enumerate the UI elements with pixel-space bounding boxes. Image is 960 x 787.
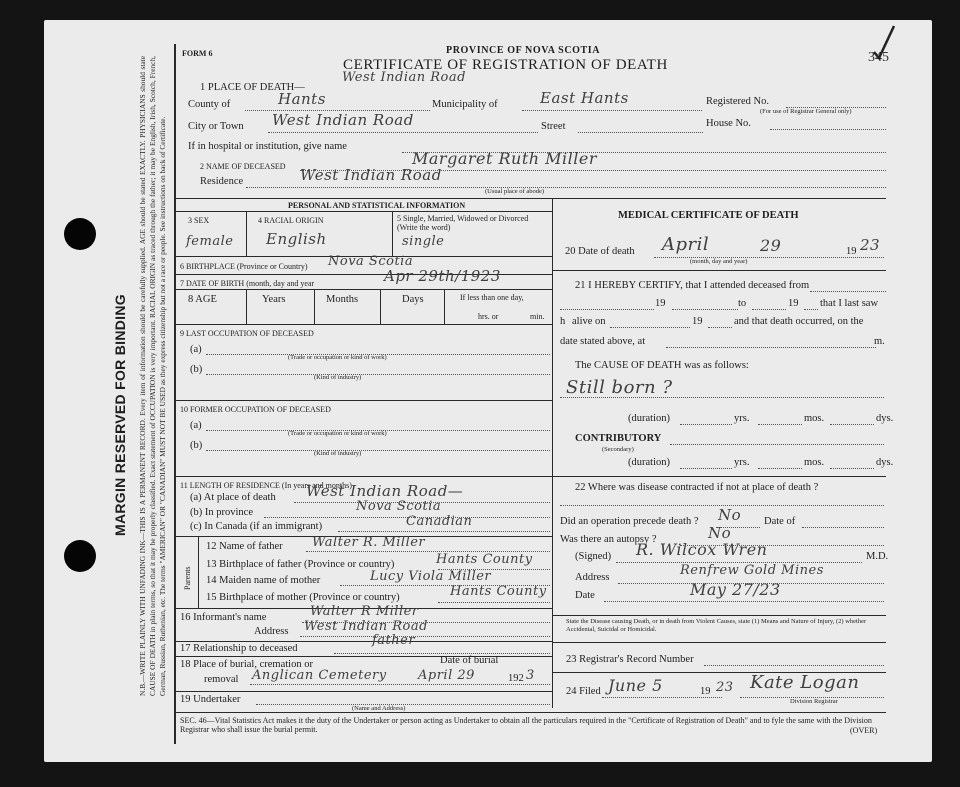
physician-date-line [604, 601, 884, 602]
removal-label: removal [204, 674, 239, 685]
former-industry-note: (Kind of industry) [314, 450, 362, 457]
burial-date-label: Date of burial [440, 655, 499, 666]
mother-name-label: 14 Maiden name of mother [206, 575, 321, 586]
filed-label: 24 Filed [566, 686, 601, 697]
racial-origin-value: English [266, 230, 327, 248]
certify-line-2-dots-b [672, 309, 738, 310]
form-number: FORM 6 [182, 49, 213, 58]
certify-line-2-dots-a [560, 309, 654, 310]
cause-duration-line [680, 424, 732, 425]
grid-column-divider [552, 198, 553, 708]
residence-value: West Indian Road [300, 166, 442, 184]
days-label: Days [402, 294, 424, 305]
residence-c-label: (c) In Canada (if an immigrant) [190, 521, 323, 532]
county-label: County of [188, 99, 231, 110]
medical-heading: MEDICAL CERTIFICATE OF DEATH [618, 210, 799, 221]
registrar-general-note: (For use of Registrar General only) [760, 108, 852, 115]
date-of-death-month: April [662, 234, 710, 255]
signed-label: (Signed) [575, 551, 612, 562]
contrib-duration: (duration) [628, 457, 670, 468]
violent-causes-note: State the Disease causing Death, or in death from Violent Causes, state (1) Means and Nature of Injury, (2) whether Accidental, Suicidal or Homicidal. [566, 618, 867, 633]
certify-line-2-dots-d [804, 309, 818, 310]
residence-b-value: Nova Scotia [356, 499, 442, 514]
cause-mos: mos. [804, 413, 825, 424]
former-occupation-label: 10 FORMER OCCUPATION OF DECEASED [180, 405, 331, 414]
undertaker-label: 19 Undertaker [180, 694, 241, 705]
certify-last-saw: that I last saw [820, 298, 879, 309]
grid-line-former-occ [176, 476, 552, 477]
certify-19c: 19 [692, 316, 703, 327]
burial-year-prefix: 192 [508, 673, 524, 684]
form-left-rule [174, 44, 176, 744]
grid-line-violent [552, 642, 886, 643]
certify-line-1-dots [810, 291, 886, 292]
father-birthplace-label: 13 Birthplace of father (Province or country) [206, 559, 395, 570]
personal-heading: PERSONAL AND STATISTICAL INFORMATION [288, 201, 466, 210]
county-value: Hants [278, 90, 326, 108]
physician-date-value: May 27/23 [690, 580, 781, 599]
page-number: 345 [868, 50, 889, 65]
former-occupation-a: (a) [190, 420, 202, 431]
registrar-record-label: 23 Registrar's Record Number [566, 654, 694, 665]
certify-19a: 19 [655, 298, 666, 309]
contrib-yrs: yrs. [734, 457, 750, 468]
burial-place-value: Anglican Cemetery [252, 668, 387, 683]
filed-year-value: 23 [716, 680, 734, 695]
grid-v-parents [198, 536, 199, 608]
autopsy-label: Was there an autopsy ? [560, 534, 657, 545]
municipality-value: East Hants [540, 89, 629, 107]
street-line [578, 132, 703, 133]
father-name-value: Walter R. Miller [312, 535, 426, 550]
certify-line-2-dots-c [752, 309, 786, 310]
last-occupation-b: (b) [190, 364, 203, 375]
marital-label: 5 Single, Married, Widowed or Divorced (Write the word) [397, 214, 529, 232]
last-occupation-a: (a) [190, 344, 202, 355]
certify-19b: 19 [788, 298, 799, 309]
grid-v-age1 [246, 289, 247, 324]
certify-line-4-dots [666, 347, 876, 348]
certify-line-3-dots-a [610, 327, 690, 328]
less-than-day-label: If less than one day, [460, 293, 524, 302]
margin-instructions: N.B.—WRITE PLAINLY WITH UNFADING INK—THIS IS A PERMANENT RECORD. Every item of information should be carefully supplied. AGE should be stated EXACTLY. PHYSICIANS should state CAUSE OF DEATH in plain terms, so that it may be properly classified. Exact statement of OCCUPATION is very important. RACIAL ORIGIN as traced through the father; it may be English, Irish, Scotch, French, German, Russian, Ruthenian, etc. The terms "AMERICAN" OR "CANADIAN" MUST NOT BE USED as they express citizenship but not a race or people. See instructions on back of Certificate. [138, 56, 168, 696]
father-name-label: 12 Name of father [206, 541, 283, 552]
dob-label: 7 DATE OF BIRTH (month, day and year [180, 279, 315, 288]
place-of-death-value: West Indian Road [342, 70, 466, 85]
place-of-death-label: 1 PLACE OF DEATH— [200, 82, 305, 93]
grid-v-race [392, 211, 393, 256]
deceased-name-value: Margaret Ruth Miller [412, 149, 598, 168]
contrib-dys: dys. [876, 457, 894, 468]
contrib-mos-line [830, 468, 874, 469]
province-title: PROVINCE OF NOVA SCOTIA [446, 45, 601, 56]
years-label: Years [262, 294, 286, 305]
date-of-death-label: 20 Date of death [565, 246, 635, 257]
last-trade-note: (Trade or occupation or kind of work) [288, 354, 387, 361]
dob-value: Apr 29th/1923 [384, 267, 501, 285]
name-of-deceased-label: 2 NAME OF DECEASED [200, 162, 286, 171]
residence-a-value: West Indian Road— [306, 482, 464, 500]
hrs-label: hrs. or [478, 312, 499, 321]
cause-label: The CAUSE OF DEATH was as follows: [575, 360, 749, 371]
operation-label: Did an operation precede death ? [560, 516, 699, 527]
min-label: min. [530, 312, 545, 321]
physician-signature: R. Wilcox Wren [636, 540, 768, 559]
grid-line-age [176, 324, 552, 325]
city-label: City or Town [188, 121, 244, 132]
date-of-death-day: 29 [760, 236, 782, 255]
certify-line-1: 21 I HEREBY CERTIFY, that I attended deceased from [575, 280, 810, 291]
certify-m: m. [874, 336, 885, 347]
registered-no-label: Registered No. [706, 96, 769, 107]
informant-label: 16 Informant's name [180, 612, 267, 623]
grid-line-medical-date [552, 270, 886, 271]
certify-to: to [738, 298, 747, 309]
contributory-label: CONTRIBUTORY [575, 433, 662, 444]
filed-date-value: June 5 [608, 676, 663, 695]
operation-date-line [802, 527, 884, 528]
burial-line [250, 684, 550, 685]
contributory-line [670, 444, 884, 445]
former-occupation-b-line [206, 450, 550, 451]
grid-v-age4 [444, 289, 445, 324]
grid-line-top [176, 198, 886, 199]
cause-dys: dys. [876, 413, 894, 424]
cause-value: Still born ? [566, 377, 673, 398]
over-label: (OVER) [850, 726, 878, 735]
mother-name-value: Lucy Viola Miller [370, 569, 492, 584]
grid-v-age2 [314, 289, 315, 324]
certify-date-stated: date stated above, at [560, 336, 646, 347]
informant-address-line [300, 636, 550, 637]
city-value: West Indian Road [272, 111, 414, 129]
municipality-line [522, 110, 702, 111]
burial-place-label: 18 Place of burial, cremation or [180, 659, 313, 670]
house-no-label: House No. [706, 118, 751, 129]
grid-line-personal [176, 211, 552, 212]
date-of-death-year-prefix: 19 [846, 246, 857, 257]
physician-date-label: Date [575, 590, 595, 601]
mother-birthplace-line [438, 602, 550, 603]
relationship-label: 17 Relationship to deceased [180, 643, 298, 654]
where-contracted-label: 22 Where was disease contracted if not at place of death ? [575, 482, 819, 493]
grid-line-burial [176, 691, 552, 692]
registrar-record-line [704, 665, 884, 666]
division-registrar-note: Division Registrar [790, 698, 838, 705]
certify-alive-on: alive on [572, 316, 606, 327]
residence-c-value: Canadian [406, 514, 473, 529]
grid-line-last-occ [176, 400, 552, 401]
cause-duration: (duration) [628, 413, 670, 424]
former-trade-note: (Trade or occupation or kind of work) [288, 430, 387, 437]
informant-name-value: Walter R Miller [310, 604, 419, 619]
grid-line-cause [552, 476, 886, 477]
residence-label: Residence [200, 176, 244, 187]
racial-origin-label: 4 RACIAL ORIGIN [258, 216, 324, 225]
binding-hole-top [64, 218, 96, 250]
residence-b-label: (b) In province [190, 507, 253, 518]
municipality-label: Municipality of [432, 99, 498, 110]
grid-line-bottom [176, 712, 886, 713]
grid-line-dob [176, 289, 552, 290]
check-mark-icon [868, 22, 900, 65]
residence-a-label: (a) At place of death [190, 492, 276, 503]
certify-line-3-dots-b [708, 327, 732, 328]
binding-hole-bottom [64, 540, 96, 572]
secondary-note: (Secondary) [602, 446, 634, 453]
margin-binding-label: MARGIN RESERVED FOR BINDING [112, 294, 128, 536]
informant-address-value: West Indian Road [304, 619, 428, 634]
mother-birthplace-label: 15 Birthplace of mother (Province or country) [206, 592, 400, 603]
registrar-signature: Kate Logan [750, 672, 860, 693]
birthplace-value: Nova Scotia [328, 254, 414, 269]
residence-line [246, 187, 886, 188]
street-label: Street [541, 121, 566, 132]
certify-death-occurred: and that death occurred, on the [734, 316, 864, 327]
operation-date-label: Date of [764, 516, 796, 527]
former-occupation-b: (b) [190, 440, 203, 451]
physician-address-value: Renfrew Gold Mines [680, 563, 824, 578]
city-line [268, 132, 538, 133]
relationship-value: father [372, 633, 416, 648]
grid-line-informant [176, 641, 552, 642]
residence-c-line [338, 531, 550, 532]
house-line [770, 129, 886, 130]
burial-date-value: April 29 [418, 668, 475, 683]
contrib-duration-line [680, 468, 732, 469]
grid-v-age3 [380, 289, 381, 324]
marital-value: single [402, 234, 445, 249]
cause-mos-line [830, 424, 874, 425]
date-of-death-note: (month, day and year) [690, 258, 748, 265]
undertaker-note: (Name and Address) [352, 705, 406, 712]
last-occupation-b-line [206, 374, 550, 375]
last-occupation-label: 9 LAST OCCUPATION OF DECEASED [180, 329, 314, 338]
last-industry-note: (Kind of industry) [314, 374, 362, 381]
sex-label: 3 SEX [188, 216, 210, 225]
hospital-label: If in hospital or institution, give name [188, 141, 347, 152]
autopsy-value: No [708, 524, 732, 542]
grid-line-signed [552, 615, 886, 616]
contrib-mos: mos. [804, 457, 825, 468]
operation-value: No [718, 506, 742, 524]
parents-side-label: Parents [183, 566, 192, 590]
abode-note: (Usual place of abode) [485, 188, 545, 195]
certify-h: h [560, 316, 566, 327]
relationship-line [334, 653, 550, 654]
months-label: Months [326, 294, 359, 305]
filed-year-prefix: 19 [700, 686, 711, 697]
mother-birthplace-value: Hants County [450, 584, 547, 599]
contrib-yrs-line [758, 468, 802, 469]
md-label: M.D. [866, 551, 889, 562]
cause-yrs: yrs. [734, 413, 750, 424]
sex-value: female [186, 234, 234, 249]
cause-yrs-line [758, 424, 802, 425]
date-of-death-year: 23 [860, 236, 881, 254]
father-birthplace-value: Hants County [436, 552, 533, 567]
grid-v-sex [246, 211, 247, 256]
residence-length-label: 11 LENGTH OF RESIDENCE (In years and months) [180, 481, 352, 490]
physician-address-label: Address [575, 572, 610, 583]
birthplace-label: 6 BIRTHPLACE (Province or Country) [180, 262, 308, 271]
informant-address-label: Address [254, 626, 289, 637]
page-title: CERTIFICATE OF REGISTRATION OF DEATH [343, 57, 668, 73]
burial-year-value: 3 [526, 668, 535, 683]
age-label: 8 AGE [188, 294, 217, 305]
footer-section-46: SEC. 46—Vital Statistics Act makes it the duty of the Undertaker or person acting as Undertaker to obtain all the particulars required in the "Certificate of Registration of Death" and to fyle the same with the Division Registrar who shall issue the burial permit. [180, 716, 872, 734]
